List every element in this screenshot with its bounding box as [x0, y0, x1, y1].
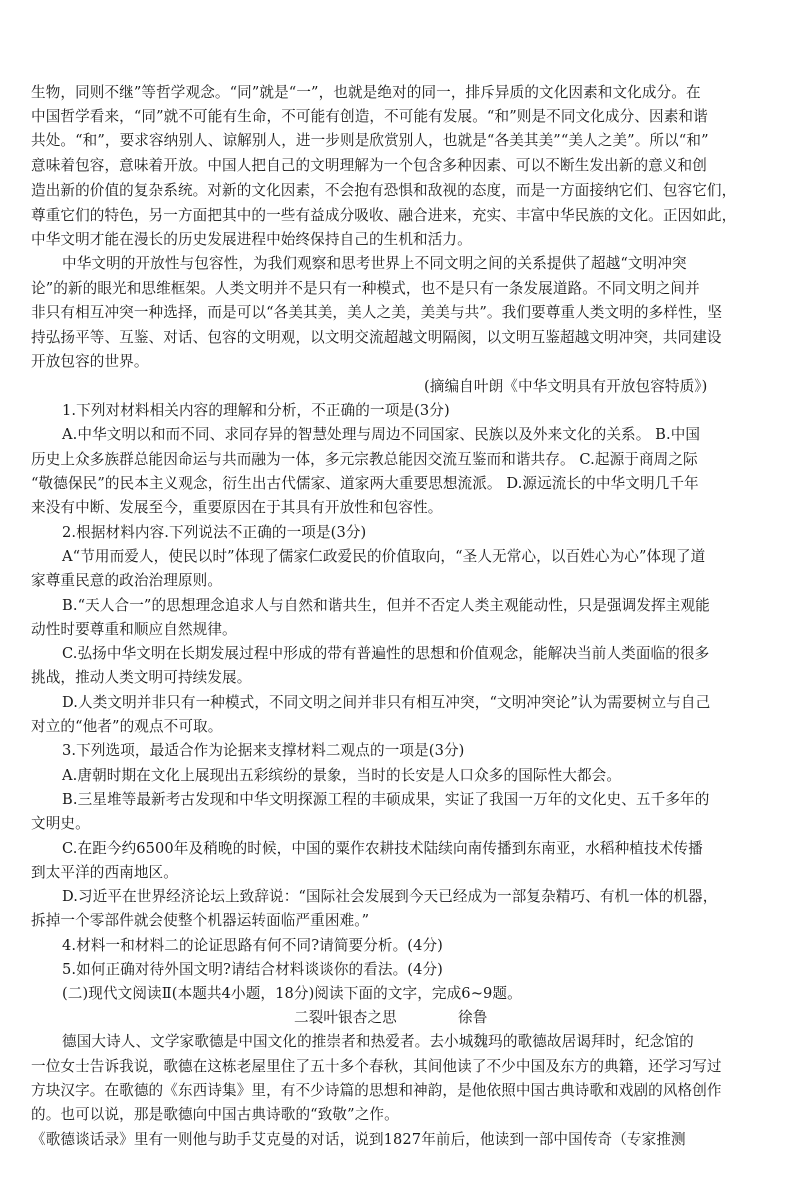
text-line: 中国哲学看来，“同”就不可能有生命，不可能有创造，不可能有发展。“和”则是不同文化成分、因素和谐	[31, 108, 708, 125]
text-line: 挑战，推动人类文明可持续发展。	[31, 669, 252, 686]
text-line: 中华文明的开放性与包容性，为我们观察和思考世界上不同文明之间的关系提供了超越“文明冲突	[62, 255, 687, 272]
text-line: C.在距今约6500年及稍晚的时候，中国的粟作农耕技术陆续向南传播到东南亚，水稻种植技术传播	[62, 840, 703, 857]
question-stem: 4.材料一和材料二的论证思路有何不同?请简要分析。(4分)	[62, 937, 443, 954]
text-line: 家尊重民意的政治治理原则。	[31, 572, 223, 589]
text-line: 造出新的价值的复杂系统。对新的文化因素，不会抱有恐惧和敌视的态度，而是一方面接纳它们、包容它们，	[31, 182, 737, 199]
text-line: “敬德保民”的民本主义观念，衍生出古代儒家、道家两大重要思想流派。 D.源远流长的中华文明几千年	[31, 475, 699, 492]
text-line: 德国大诗人、文学家歌德是中国文化的推崇者和热爱者。去小城魏玛的歌德故居谒拜时，纪念馆的	[62, 1033, 694, 1050]
text-line: 动性时要尊重和顺应自然规律。	[31, 621, 237, 638]
text-line: C.弘扬中华文明在长期发展过程中形成的带有普遍性的思想和价值观念，能解决当前人类面临的很多	[62, 645, 710, 662]
article-author: 徐鲁	[458, 1009, 488, 1026]
text-line: 一位女士告诉我说，歌德在这栋老屋里住了五十多个春秋，其间他读了不少中国及东方的典籍，还学习写过	[31, 1058, 722, 1075]
question-stem: 2.根据材料内容.下列说法不正确的一项是(3分)	[62, 524, 367, 541]
question-stem: 5.如何正确对待外国文明?请结合材料谈谈你的看法。(4分)	[62, 961, 443, 978]
text-line: 意味着包容，意味着开放。中国人把自己的文明理解为一个包含多种因素、可以不断生发出新的意义和创	[31, 157, 707, 174]
text-line: B.“天人合一”的思想理念追求人与自然和谐共生，但并不否定人类主观能动性，只是强调发挥主观能	[62, 597, 710, 614]
article-title: 二裂叶银杏之思	[294, 1009, 397, 1026]
text-line: B.三星堆等最新考古发现和中华文明探源工程的丰硕成果，实证了我国一万年的文化史、五千多年的	[62, 791, 710, 808]
text-line: 历史上众多族群总能因命运与共而融为一体，多元宗教总能因交流互鉴而和谐共存。 C.起源于商周之际	[31, 451, 698, 468]
text-line: 来没有中断、发展至今，重要原因在于其具有开放性和包容性。	[31, 499, 443, 516]
text-line: 到太平洋的西南地区。	[31, 864, 178, 881]
text-line: 中华文明才能在漫长的历史发展进程中始终保持自己的生机和活力。	[31, 231, 472, 248]
text-line: 方块汉字。在歌德的《东西诗集》里，有不少诗篇的思想和神韵，是他依照中国古典诗歌和戏剧的风格创作	[31, 1082, 722, 1099]
text-line: 论”的新的眼光和思维框架。人类文明并不是只有一种模式，也不是只有一条发展道路。不同文明之间并	[31, 280, 700, 297]
text-line: 文明史。	[31, 815, 90, 832]
section-heading: (二)现代文阅读Ⅱ(本题共4小题，18分)阅读下面的文字，完成6~9题。	[62, 985, 522, 1002]
source-citation: (摘编自叶朗《中华文明具有开放包容特质》)	[424, 378, 708, 395]
text-line: 生物，同则不继”等哲学观念。“同”就是“一”，也就是绝对的同一，排斥异质的文化因素和文化成分。在	[31, 84, 701, 101]
text-line: 持弘扬平等、互鉴、对话、包容的文明观，以文明交流超越文明隔阂，以文明互鉴超越文明冲突，共同建设	[31, 329, 722, 346]
text-line: 尊重它们的特色，另一方面把其中的一些有益成分吸收、融合进来，充实、丰富中华民族的文化。正因如此，	[31, 207, 737, 224]
text-line: D.习近平在世界经济论坛上致辞说：“国际社会发展到今天已经成为一部复杂精巧、有机一体的机器，	[62, 888, 718, 905]
text-line: A“节用而爱人，使民以时”体现了儒家仁政爱民的价值取向，“圣人无常心，以百姓心为心”体现了道	[62, 548, 706, 565]
text-line: 的。也可以说，那是歌德向中国古典诗歌的“致敬”之作。	[31, 1106, 399, 1123]
text-line: 开放包容的世界。	[31, 353, 149, 370]
text-line: 非只有相互冲突一种选择，而是可以“各美其美，美人之美，美美与共”。我们要尊重人类文明的多样性，坚	[31, 304, 723, 321]
text-line: A.中华文明以和而不同、求同存异的智慧处理与周边不同国家、民族以及外来文化的关系。 B.中国	[62, 426, 701, 443]
question-stem: 3.下列选项，最适合作为论据来支撑材料二观点的一项是(3分)	[62, 742, 465, 759]
text-line: 共处。“和”，要求容纳别人、谅解别人，进一步则是欣赏别人，也就是“各美其美”“美人之美”。所以“和”	[31, 132, 709, 149]
text-line: A.唐朝时期在文化上展现出五彩缤纷的景象，当时的长安是人口众多的国际性大都会。	[62, 767, 622, 784]
text-line: D.人类文明并非只有一种模式，不同文明之间并非只有相互冲突，“文明冲突论”认为需要树立与自己	[62, 694, 711, 711]
text-line: 拆掉一个零部件就会使整个机器运转面临严重困难。”	[31, 912, 370, 929]
text-line: 《歌德谈话录》里有一则他与助手艾克曼的对话，说到1827年前后，他读到一部中国传奇（专家推测	[31, 1131, 686, 1148]
text-line: 对立的“他者”的观点不可取。	[31, 718, 223, 735]
question-stem: 1.下列对材料相关内容的理解和分析，不正确的一项是(3分)	[62, 402, 450, 419]
